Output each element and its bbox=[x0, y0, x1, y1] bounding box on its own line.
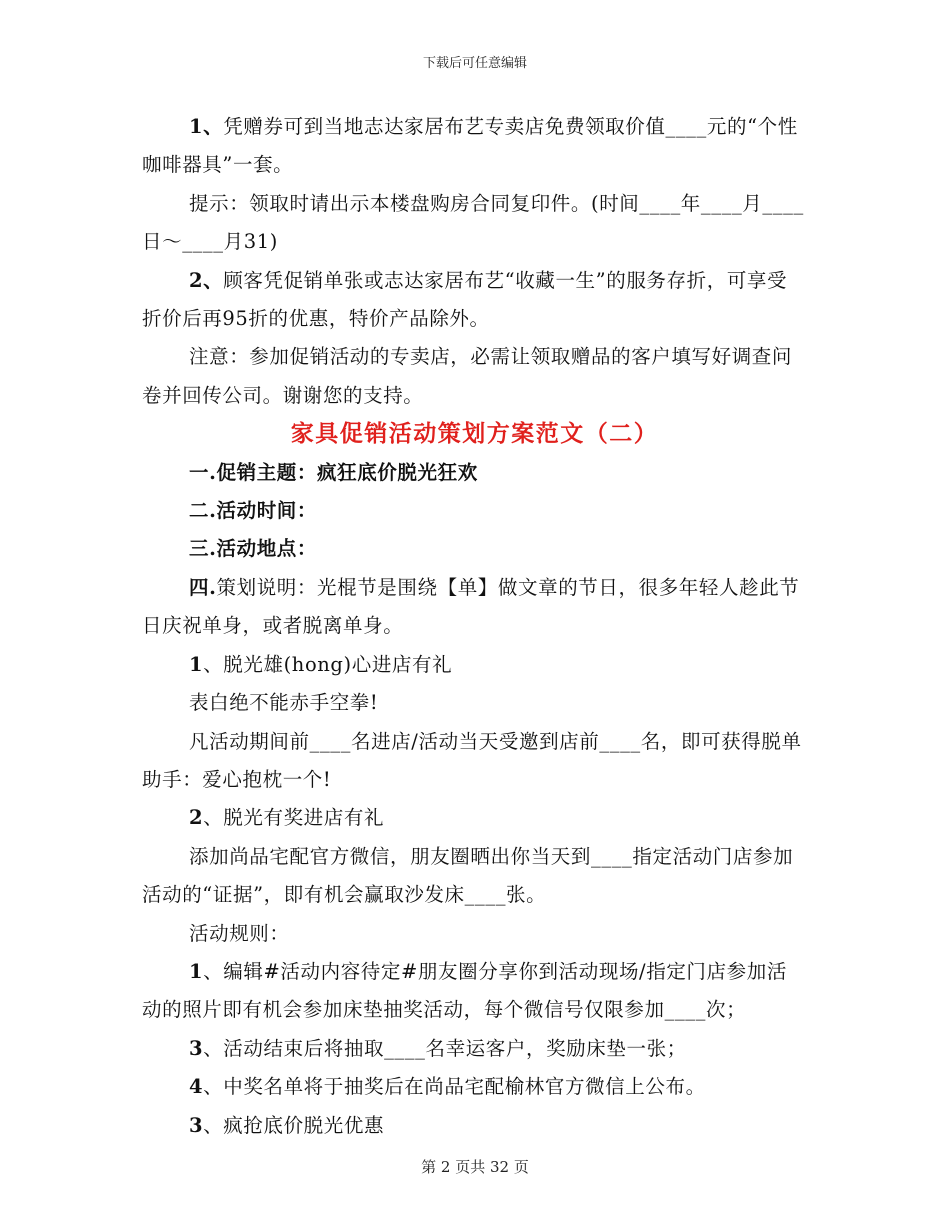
item-number: 1 bbox=[189, 652, 204, 676]
paragraph-notice: 注意：参加促销活动的专卖店，必需让领取赠品的客户填写好调查问卷并回传公司。谢谢您的支持。 bbox=[142, 345, 793, 407]
paragraph-text: 、编辑#活动内容待定#朋友圈分享你到活动现场/指定门店参加活动的照片即有机会参加床垫抽奖活动，每个微信号仅限参加____次； bbox=[142, 959, 787, 1022]
paragraph-hint: 提示：领取时请出示本楼盘购房合同复印件。(时间____年____月____日～____月31) bbox=[142, 191, 804, 254]
paragraph-text: 、脱光有奖进店有礼 bbox=[203, 806, 385, 830]
item-number: 四. bbox=[189, 575, 217, 599]
item-number: 2 bbox=[189, 806, 204, 830]
paragraph-rule-4 bbox=[142, 1068, 807, 1106]
paragraph-wechat: 添加尚品宅配官方微信，朋友圈晒出你当天到____指定活动门店参加活动的“证据”，即有机会赢取沙发床____张。 bbox=[142, 844, 794, 907]
paragraph-text: 、脱光雄(hong)心进店有礼 bbox=[203, 652, 453, 676]
item-number: 4 bbox=[189, 1075, 204, 1099]
paragraph-text: 顾客凭促销单张或志达家居布艺“收藏一生”的服务存折，可享受折价后再95折的优惠，特价产品除外。 bbox=[142, 268, 788, 331]
paragraph-text: 凭赠券可到当地志达家居布艺专卖店免费领取价值____元的“个性咖啡器具”一套。 bbox=[142, 115, 798, 177]
section-title: 家具促销活动策划方案范文（二） bbox=[290, 420, 659, 448]
paragraph-text: 、中奖名单将于抽奖后在尚品宅配榆林官方微信上公布。 bbox=[203, 1075, 706, 1099]
document-body bbox=[142, 108, 807, 1145]
paragraph-plan-description bbox=[142, 569, 807, 646]
paragraph-gift-voucher bbox=[142, 108, 807, 185]
page-header: 下载后可任意编辑 bbox=[422, 56, 527, 71]
paragraph-text: 、活动结束后将抽取____名幸运客户，奖励床垫一张； bbox=[203, 1036, 687, 1060]
item-number: 3 bbox=[189, 1113, 204, 1137]
page-footer: 第 2 页共 32 页 bbox=[421, 1158, 529, 1176]
paragraph-first-visitors: 凡活动期间前____名进店/活动当天受邀到店前____名，即可获得脱单助手：爱心抱枕一个! bbox=[142, 729, 802, 791]
paragraph-item-1 bbox=[142, 646, 807, 684]
item-number: 2、 bbox=[189, 268, 224, 292]
paragraph-text: 、疯抢底价脱光优惠 bbox=[203, 1113, 385, 1137]
heading-activity-time: 二.活动时间： bbox=[189, 499, 317, 523]
paragraph-confession: 表白绝不能赤手空拳! bbox=[189, 691, 379, 715]
item-number: 1、 bbox=[189, 115, 224, 138]
paragraph-rule-3 bbox=[142, 1030, 807, 1068]
item-number: 1 bbox=[189, 959, 204, 983]
heading-activity-location: 三.活动地点： bbox=[189, 537, 317, 561]
paragraph-discount bbox=[142, 262, 807, 339]
paragraph-item-2 bbox=[142, 799, 807, 837]
item-number: 3 bbox=[189, 1036, 204, 1060]
paragraph-rules-heading: 活动规则： bbox=[189, 921, 290, 945]
paragraph-text: 策划说明：光棍节是围绕【单】做文章的节日，很多年轻人趁此节日庆祝单身，或者脱离单身。 bbox=[142, 575, 800, 638]
paragraph-rule-1 bbox=[142, 953, 807, 1030]
paragraph-item-3 bbox=[142, 1107, 807, 1145]
heading-promo-theme: 一.促销主题：疯狂底价脱光狂欢 bbox=[189, 460, 478, 484]
